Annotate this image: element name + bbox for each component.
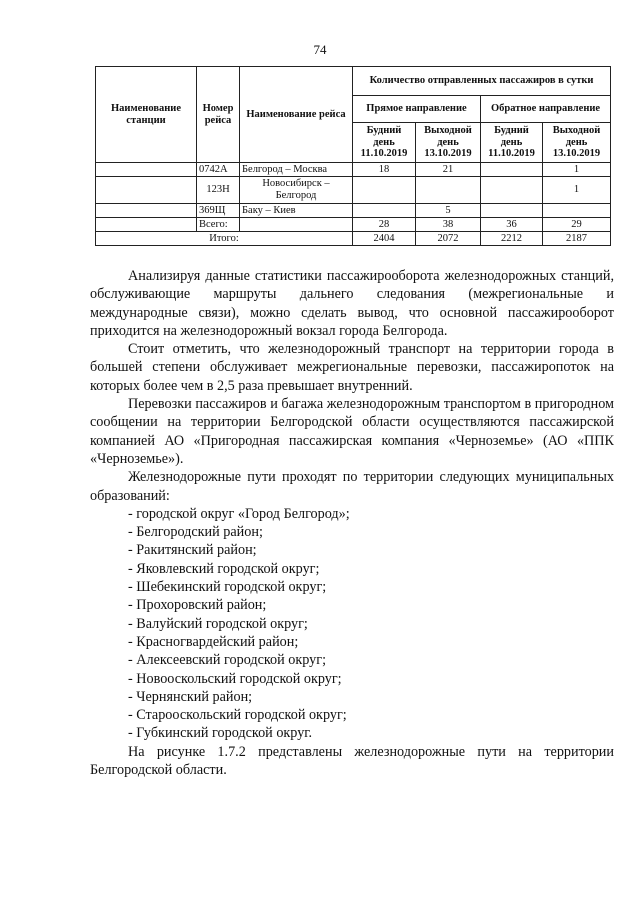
header-passengers-per-day: Количество отправленных пассажиров в сутки (353, 67, 611, 96)
paragraph: Стоит отметить, что железнодорожный транспорт на территории города в большей степени обслуживает межрегиональные перевозки, пассажиропоток на которых более чем в 2,5 раза превышает внутренний. (90, 341, 614, 394)
list-item: - Шебекинский городской округ; (128, 579, 327, 596)
list-item: - Чернянский район; (128, 688, 253, 705)
municipalities-list (90, 505, 614, 743)
header-direct-direction: Прямое направление (353, 96, 481, 123)
list-item: - Белгородский район; (128, 524, 263, 541)
table-row (96, 204, 611, 218)
header-reverse-weekday: Будний день 11.10.2019 (481, 123, 543, 163)
total-reverse-weekday: 36 (481, 218, 543, 232)
list-item: - Валуйский городской округ; (128, 615, 308, 632)
body-text (90, 267, 614, 779)
row-reverse-weekend: 1 (543, 163, 611, 177)
header-reverse-direction: Обратное направление (481, 96, 611, 123)
paragraph: Анализируя данные статистики пассажирооборота железнодорожных станций, обслуживающие маршруты дальнего следования (межрегиональные и международные связи), можно сделать вывод, что основной пассажирооборот приходится на железнодорожный вокзал города Белгорода. (90, 268, 614, 339)
header-flight-number: Номер рейса (197, 67, 240, 163)
row-direct-weekday (353, 177, 416, 204)
list-item: - Красногвардейский район; (128, 633, 299, 650)
grand-total-label: Итого: (96, 232, 353, 246)
row-station (96, 163, 197, 177)
list-item: - Губкинский городской округ. (128, 725, 313, 742)
list-item: - Ракитянский район; (128, 542, 257, 559)
total-label: Всего: (197, 218, 240, 232)
grand-total-direct-weekend: 2072 (416, 232, 481, 246)
final-paragraph: На рисунке 1.7.2 представлены железнодорожные пути на территории Белгородской области. (90, 743, 614, 779)
list-item: - Яковлевский городской округ; (128, 560, 320, 577)
list-item: - городской округ «Город Белгород»; (128, 505, 350, 522)
header-reverse-weekend: Выходной день 13.10.2019 (543, 123, 611, 163)
paragraph: Перевозки пассажиров и багажа железнодорожным транспортом в пригородном сообщении на территории Белгородской области осуществляются пассажирской компанией АО «Пригородная пассажирская компания «Черноземье» (АО «ППК «Черноземье»). (90, 396, 614, 467)
list-item: - Старооскольский городской округ; (128, 707, 347, 724)
row-flight-name: Баку – Киев (240, 204, 353, 218)
header-flight-name: Наименование рейса (240, 67, 353, 163)
header-direct-weekend: Выходной день 13.10.2019 (416, 123, 481, 163)
row-flight-number: 0742А (197, 163, 240, 177)
header-direct-weekday: Будний день 11.10.2019 (353, 123, 416, 163)
row-station (96, 204, 197, 218)
grand-total-direct-weekday: 2404 (353, 232, 416, 246)
row-reverse-weekday (481, 177, 543, 204)
row-flight-name: Белгород – Москва (240, 163, 353, 177)
grand-total-row (96, 232, 611, 246)
grand-total-reverse-weekday: 2212 (481, 232, 543, 246)
passenger-statistics-table (95, 66, 611, 246)
table-row (96, 177, 611, 204)
total-reverse-weekend: 29 (543, 218, 611, 232)
row-reverse-weekday (481, 163, 543, 177)
list-item: - Новооскольский городской округ; (128, 670, 342, 687)
row-flight-number: 369Щ (197, 204, 240, 218)
paragraph: Железнодорожные пути проходят по территории следующих муниципальных образований: (90, 469, 614, 504)
row-direct-weekday: 18 (353, 163, 416, 177)
row-direct-weekend: 5 (416, 204, 481, 218)
header-station-name: Наименование станции (96, 67, 197, 163)
list-item: - Алексеевский городской округ; (128, 652, 327, 669)
grand-total-reverse-weekend: 2187 (543, 232, 611, 246)
row-direct-weekday (353, 204, 416, 218)
row-station (96, 177, 197, 204)
row-flight-name: Новосибирск – Белгород (240, 177, 353, 204)
row-reverse-weekend: 1 (543, 177, 611, 204)
row-reverse-weekday (481, 204, 543, 218)
row-direct-weekend: 21 (416, 163, 481, 177)
page-number: 74 (313, 42, 327, 57)
list-item: - Прохоровский район; (128, 597, 267, 614)
row-direct-weekend (416, 177, 481, 204)
row-reverse-weekend (543, 204, 611, 218)
total-direct-weekend: 38 (416, 218, 481, 232)
total-direct-weekday: 28 (353, 218, 416, 232)
row-flight-number: 123Н (197, 177, 240, 204)
table-row (96, 163, 611, 177)
total-row (96, 218, 611, 232)
